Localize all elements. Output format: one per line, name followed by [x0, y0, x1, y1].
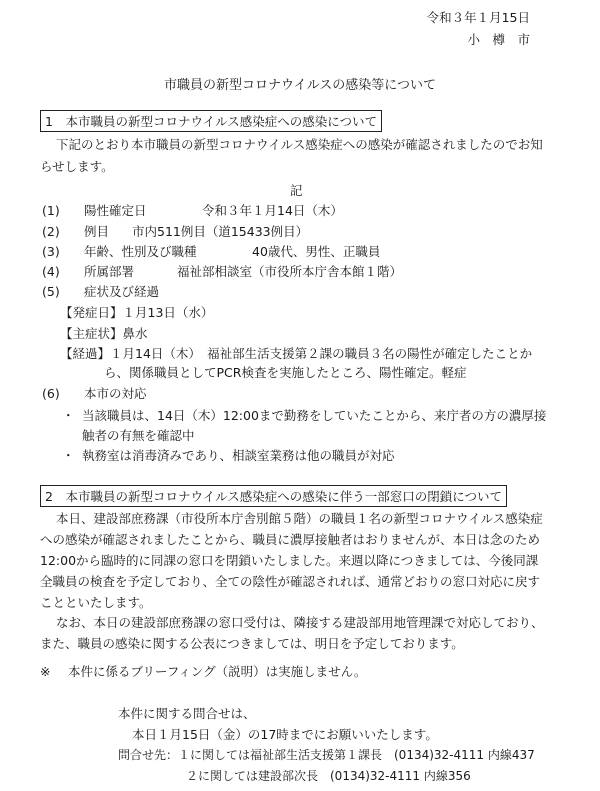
item-number: (4) — [42, 264, 60, 279]
bullet-text: 当該職員は、14日（木）12:00まで勤務をしていたことから、来庁者の方の濃厚接 — [82, 408, 547, 423]
section2-p1-line5: ことといたします。 — [40, 595, 152, 610]
section1-intro-line2: らせします。 — [40, 159, 114, 174]
ki-label: 記 — [290, 183, 303, 198]
bullet-1-line2: 触者の有無を確認中 — [82, 428, 195, 443]
contact-intro: 本件に関する問合せは、 — [118, 706, 256, 721]
item-label: 例目 — [84, 224, 110, 239]
item-value: 市内511例目（道15433例目） — [132, 224, 309, 239]
issuer-name: 小 樽 市 — [467, 32, 530, 47]
item-number: (5) — [42, 284, 60, 299]
note-text: 本件に係るブリーフィング（説明）は実施しません。 — [68, 664, 367, 679]
item-label: 所属部署 — [84, 264, 135, 279]
course-line2: ら、関係職員としてPCR検査を実施したところ、陽性確定。軽症 — [104, 365, 467, 380]
section2-p1-line2: への感染が確認されましたことから、職員に濃厚接触者はおりませんが、本日は念のため — [40, 532, 541, 547]
item-number: (6) — [42, 386, 60, 401]
document-date: 令和３年１月15日 — [426, 10, 530, 25]
bullet-2 — [62, 446, 395, 464]
item-label: 本市の対応 — [84, 386, 147, 401]
section2-p1-line4: 全職員の検査を予定しており、全ての陰性が確認されれば、通常どおりの窓口対応に戻す — [40, 574, 541, 589]
section2-p1-line3: 12:00から臨時的に同課の窓口を閉鎖いたしました。来週以降につきましては、今後同課 — [40, 553, 539, 568]
main-symptom: 【主症状】鼻水 — [60, 326, 148, 341]
section2-p1-line1: 本日、建設部庶務課（市役所本庁舎別館５階）の職員１名の新型コロナウイルス感染症 — [56, 511, 543, 526]
item-5 — [42, 282, 159, 300]
section2-heading: 2 本市職員の新型コロナウイルス感染症への感染に伴う一部窓口の閉鎖について — [40, 485, 507, 507]
course-line1: 【経過】１月14日（木） 福祉部生活支援第２課の職員３名の陽性が確定したことか — [60, 346, 533, 361]
bullet-mark: ・ — [62, 448, 75, 463]
bullet-text: 執務室は消毒済みであり、相談室業務は他の職員が対応 — [82, 448, 395, 463]
contact-line-1: 問合せ先：１に関しては福祉部生活支援第１課長 (0134)32-4111 内線437 — [118, 748, 535, 762]
bullet-mark: ・ — [62, 408, 75, 423]
item-label: 陽性確定日 — [84, 203, 147, 218]
item-value: 福祉部相談室（市役所本庁舎本館１階） — [177, 264, 403, 279]
contact-deadline: 本日１月15日（金）の17時までにお願いいたします。 — [132, 727, 438, 742]
item-value: 令和３年１月14日（木） — [202, 203, 343, 218]
section1-heading: 1 本市職員の新型コロナウイルス感染症への感染について — [40, 110, 382, 132]
item-label: 症状及び経過 — [84, 284, 160, 299]
item-number: (3) — [42, 244, 60, 259]
note-mark: ※ — [40, 664, 51, 679]
section1-intro-line1: 下記のとおり本市職員の新型コロナウイルス感染症への感染が確認されましたのでお知 — [56, 137, 543, 152]
item-4 — [42, 262, 402, 280]
section2-p2-line2: また、職員の感染に関する公表につきましては、明日を予定しております。 — [40, 636, 464, 651]
briefing-note — [40, 662, 366, 680]
document-title: 市職員の新型コロナウイルスの感染等について — [164, 78, 436, 93]
onset-date: 【発症日】１月13日（水） — [60, 305, 214, 320]
item-3 — [42, 242, 380, 260]
item-1 — [42, 201, 343, 219]
item-number: (2) — [42, 224, 60, 239]
item-number: (1) — [42, 203, 60, 218]
contact-line-2: ２に関しては建設部次長 (0134)32-4111 内線356 — [186, 769, 471, 783]
item-2 — [42, 222, 308, 240]
item-label: 年齢、性別及び職種 — [84, 244, 197, 259]
item-value: 40歳代、男性、正職員 — [252, 244, 381, 259]
section2-p2-line1: なお、本日の建設部庶務課の窓口受付は、隣接する建設部用地管理課で対応しており、 — [56, 615, 544, 630]
item-6 — [42, 384, 147, 402]
bullet-1 — [62, 406, 546, 424]
